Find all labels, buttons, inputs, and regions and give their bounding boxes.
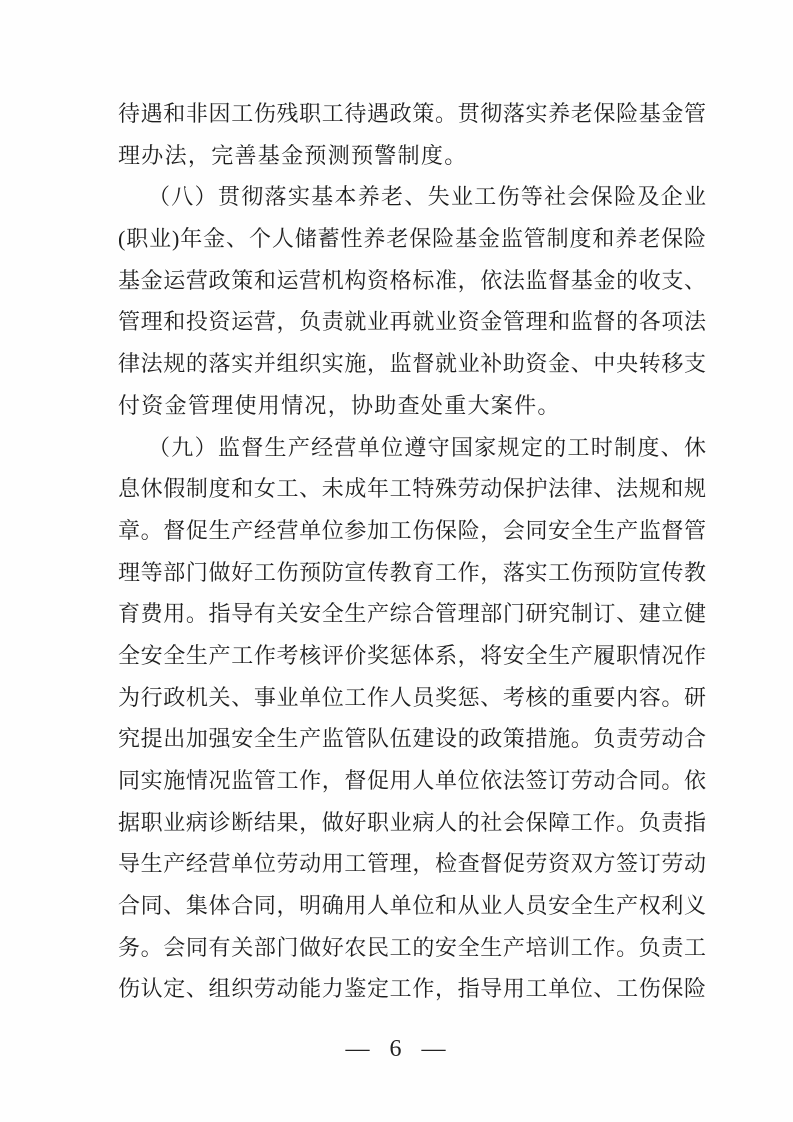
page-footer <box>0 1036 793 1063</box>
text-line: (职业)年金、个人储蓄性养老保险基金监管制度和养老保险 <box>118 226 706 252</box>
page-number: — 6 — <box>345 1036 448 1062</box>
text-line: 全安全生产工作考核评价奖惩体系，将安全生产履职情况作 <box>118 642 706 668</box>
text-line: 章。督促生产经营单位参加工伤保险，会同安全生产监督管 <box>118 517 706 543</box>
text-line: （九）监督生产经营单位遵守国家规定的工时制度、休 <box>148 434 706 460</box>
document-body <box>118 93 706 1010</box>
text-line: 务。会同有关部门做好农民工的安全生产培训工作。负责工 <box>118 934 706 960</box>
text-line: 据职业病诊断结果，做好职业病人的社会保障工作。负责指 <box>118 809 706 835</box>
text-line: 律法规的落实并组织实施，监督就业补助资金、中央转移支 <box>118 351 706 377</box>
text-line: 伤认定、组织劳动能力鉴定工作，指导用工单位、工伤保险 <box>118 976 706 1002</box>
text-line: 同实施情况监管工作，督促用人单位依法签订劳动合同。依 <box>118 768 706 793</box>
text-line: 理等部门做好工伤预防宣传教育工作，落实工伤预防宣传教 <box>118 559 706 585</box>
text-line: 理办法，完善基金预测预警制度。 <box>118 142 468 168</box>
text-line: 管理和投资运营，负责就业再就业资金管理和监督的各项法 <box>118 309 706 335</box>
text-line: 待遇和非因工伤残职工待遇政策。贯彻落实养老保险基金管 <box>118 101 706 126</box>
text-line: 育费用。指导有关安全生产综合管理部门研究制订、建立健 <box>118 601 706 627</box>
text-line: 基金运营政策和运营机构资格标准，依法监督基金的收支、 <box>118 267 706 293</box>
text-line: （八）贯彻落实基本养老、失业工伤等社会保险及企业 <box>148 184 706 210</box>
text-line: 导生产经营单位劳动用工管理，检查督促劳资双方签订劳动 <box>118 851 706 877</box>
text-line: 为行政机关、事业单位工作人员奖惩、考核的重要内容。研 <box>118 684 706 710</box>
text-line: 合同、集体合同，明确用人单位和从业人员安全生产权利义 <box>118 893 706 919</box>
text-line: 究提出加强安全生产监管队伍建设的政策措施。负责劳动合 <box>118 726 706 752</box>
text-line: 息休假制度和女工、未成年工特殊劳动保护法律、法规和规 <box>118 476 706 502</box>
text-line: 付资金管理使用情况，协助查处重大案件。 <box>118 392 561 418</box>
